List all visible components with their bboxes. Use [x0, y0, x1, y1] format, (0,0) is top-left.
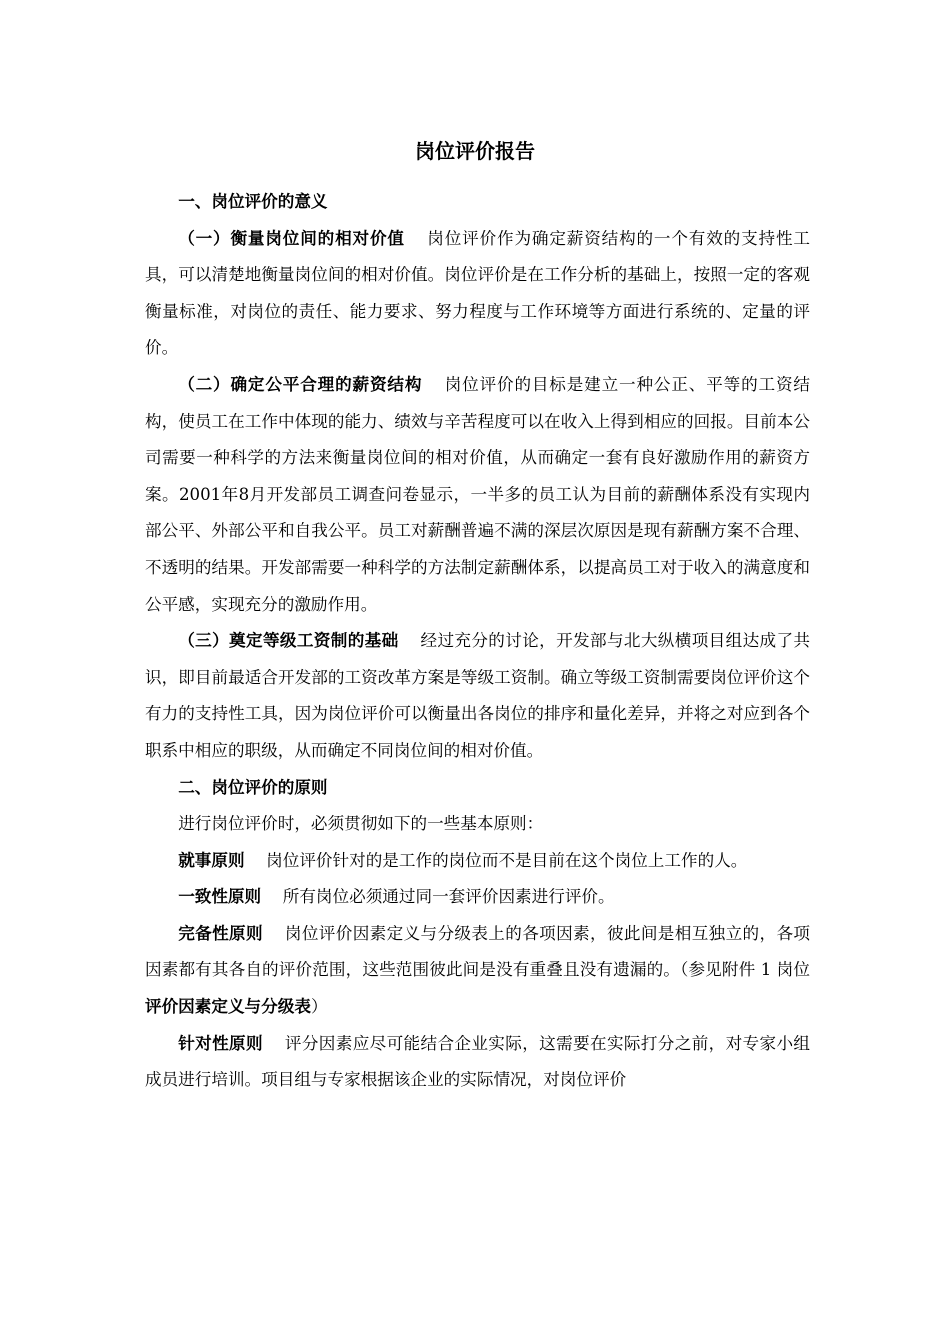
- principle-2: [145, 879, 810, 916]
- paragraph-lead: （一）衡量岗位间的相对价值: [178, 228, 405, 248]
- appendix-ref-prefix: （参见附件 1 岗位: [680, 960, 811, 980]
- page-title: 岗位评价报告: [415, 139, 535, 163]
- paragraph-lead: （三）奠定等级工资制的基础: [178, 631, 399, 651]
- principle-text: 岗位评价针对的是工作的岗位而不是目前在这个岗位上工作的人。: [266, 850, 748, 870]
- principle-4: [145, 1026, 810, 1099]
- paragraph-1-1: [145, 221, 810, 367]
- document-body: [145, 184, 810, 1099]
- paragraph-text: 岗位评价的目标是建立一种公正、平等的工资结构，使员工在工作中体现的能力、绩效与辛苦程度可以在收入上得到相应的回报。目前本公司需要一种科学的方法来衡量岗位间的相对价值，从而确定一套有良好激励作用的薪资方案。2001年8月开发部员工调查问卷显示，一半多的员工认为目前的薪酬体系没有实现内部公平、外部公平和自我公平。员工对薪酬普遍不满的深层次原因是现有薪酬方案不合理、不透明的结果。开发部需要一种科学的方法制定薪酬体系，以提高员工对于收入的满意度和公平感，实现充分的激励作用。: [145, 374, 810, 614]
- section-heading-1: 一、岗位评价的意义: [178, 192, 328, 211]
- principle-3: [145, 916, 810, 1026]
- section-heading-2: 二、岗位评价的原则: [178, 777, 328, 797]
- appendix-ref-suffix: ）: [310, 997, 328, 1017]
- principle-lead: 针对性原则: [178, 1033, 263, 1053]
- principle-text: 评分因素应尽可能结合企业实际，这需要在实际打分之前，对专家小组成员进行培训。项目组与专家根据该企业的实际情况，对岗位评价: [145, 1033, 811, 1090]
- paragraph-1-2: [145, 367, 810, 623]
- paragraph-lead: （二）确定公平合理的薪资结构: [178, 374, 423, 394]
- principle-1: [145, 843, 810, 880]
- principle-lead: 完备性原则: [178, 923, 263, 943]
- principle-text: 岗位评价因素定义与分级表上的各项因素，彼此间是相互独立的，各项因素都有其各自的评价范围，这些范围彼此间是没有重叠且没有遗漏的。: [145, 923, 811, 980]
- paragraph-text: 经过充分的讨论，开发部与北大纵横项目组达成了共识，即目前最适合开发部的工资改革方案是等级工资制。确立等级工资制需要岗位评价这个有力的支持性工具，因为岗位评价可以衡量出各岗位的排序和量化差异，并将之对应到各个职系中相应的职级，从而确定不同岗位间的相对价值。: [145, 631, 811, 760]
- principle-lead: 一致性原则: [178, 887, 262, 907]
- paragraph-text: 岗位评价作为确定薪资结构的一个有效的支持性工具，可以清楚地衡量岗位间的相对价值。岗位评价是在工作分析的基础上，按照一定的客观衡量标准，对岗位的责任、能力要求、努力程度与工作环境等方面进行系统的、定量的评价。: [145, 228, 811, 358]
- principle-lead: 就事原则: [178, 850, 245, 870]
- appendix-ref-title: 评价因素定义与分级表: [145, 997, 311, 1017]
- principle-text: 所有岗位必须通过同一套评价因素进行评价。: [282, 887, 615, 907]
- paragraph-1-3: [145, 623, 810, 769]
- section-2-intro: 进行岗位评价时，必须贯彻如下的一些基本原则：: [178, 814, 544, 834]
